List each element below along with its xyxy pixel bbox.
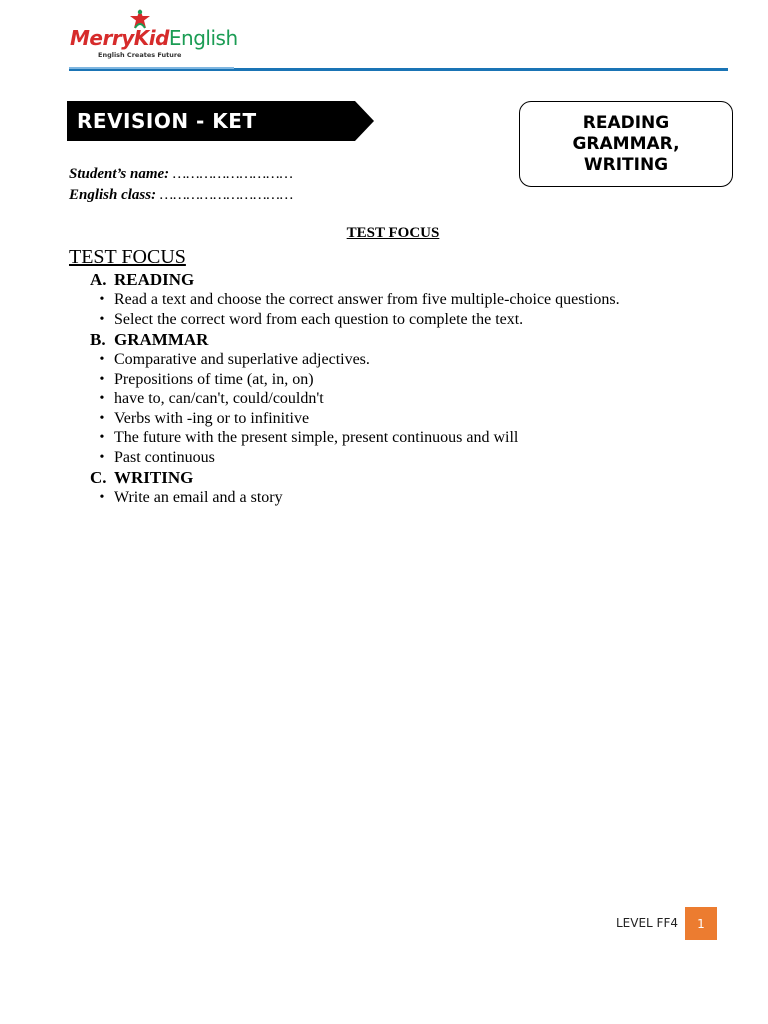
list-item: [90, 488, 620, 508]
bullet-icon: •: [99, 449, 105, 465]
bullet-icon: •: [99, 292, 105, 307]
student-name-blank: ………………………: [172, 166, 293, 182]
list-item: [90, 428, 620, 448]
list-item-text: have to, can/can't, could/couldn't: [114, 390, 324, 407]
section-title: WRITING: [114, 468, 194, 487]
test-focus-list: [90, 269, 620, 508]
student-info: [69, 164, 293, 206]
english-class-line: [69, 185, 293, 206]
bullet-icon: •: [99, 371, 105, 387]
section-heading: TEST FOCUS: [69, 246, 186, 268]
bullet-icon: •: [99, 391, 105, 406]
list-item: [90, 389, 620, 409]
banner-title: REVISION - KET: [77, 109, 257, 133]
student-name-line: [69, 164, 293, 185]
skills-box: [519, 101, 733, 187]
list-item-text: Past continuous: [114, 448, 215, 466]
list-item-text: The future with the present simple, present continuous and will: [114, 429, 519, 446]
section-title: READING: [114, 270, 195, 289]
list-item: [90, 370, 620, 390]
list-item-text: Read a text and choose the correct answer from five multiple-choice questions.: [114, 291, 620, 308]
section-title: GRAMMAR: [114, 330, 209, 349]
brand-tagline: English Creates Future: [98, 51, 182, 59]
list-item: [90, 350, 620, 370]
list-item: [90, 448, 620, 468]
list-item-text: Prepositions of time (at, in, on): [114, 370, 314, 388]
list-item-text: Verbs with -ing or to infinitive: [114, 409, 310, 427]
english-class-blank: …………………………: [159, 187, 294, 203]
skill-reading: READING: [582, 112, 670, 133]
list-item-text: Comparative and superlative adjectives.: [114, 351, 370, 368]
brand-name-part1: MerryKid: [70, 26, 169, 50]
section-letter: A.: [90, 270, 107, 289]
title-banner: [67, 101, 374, 141]
section-letter: C.: [90, 468, 107, 487]
brand-name-part2: English: [168, 26, 238, 50]
list-item-text: Select the correct word from each question to complete the text.: [114, 310, 524, 328]
skill-writing: WRITING: [583, 154, 669, 175]
english-class-label: English class:: [69, 187, 160, 203]
bullet-icon: •: [99, 311, 105, 327]
section-writing-heading: [90, 467, 620, 488]
centered-heading: TEST FOCUS: [346, 225, 440, 241]
list-item-text: Write an email and a story: [114, 489, 283, 506]
list-item: [90, 409, 620, 429]
brand-name: [70, 26, 238, 50]
student-name-label: Student’s name:: [69, 166, 173, 182]
list-item: [90, 310, 620, 330]
section-letter: B.: [90, 330, 106, 349]
footer-level: LEVEL FF4: [616, 916, 678, 930]
page-number: 1: [685, 907, 717, 940]
section-reading-heading: [90, 269, 620, 290]
skill-grammar: GRAMMAR,: [572, 133, 680, 154]
logo: [70, 8, 238, 60]
bullet-icon: •: [99, 430, 105, 445]
bullet-icon: •: [99, 410, 105, 426]
list-item: [90, 290, 620, 310]
bullet-icon: •: [99, 352, 105, 367]
header-divider: [69, 68, 728, 71]
bullet-icon: •: [99, 490, 105, 505]
section-grammar-heading: [90, 329, 620, 350]
